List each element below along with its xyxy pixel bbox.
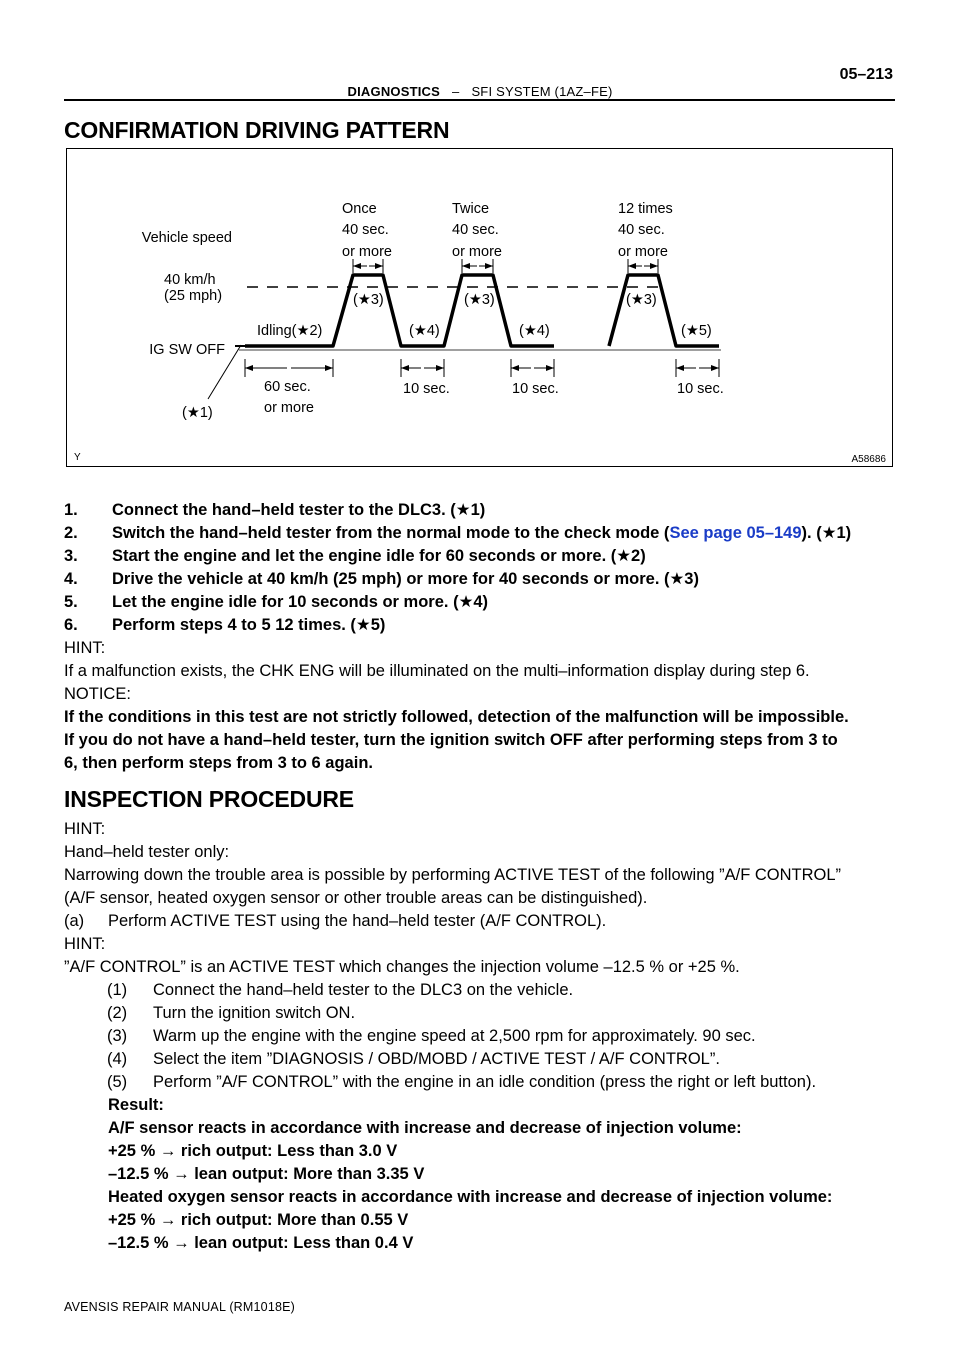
- driving-pattern-diagram: [67, 149, 894, 468]
- substep-number: (5): [107, 1073, 128, 1091]
- inspection-body: [64, 818, 904, 1255]
- label-star3-b: (★3): [464, 292, 495, 308]
- step-text: Perform steps 4 to 5 12 times. (★5): [112, 616, 386, 634]
- label-12times-1: 12 times: [618, 201, 673, 217]
- label-twice-3: or more: [452, 244, 502, 260]
- substep-number: (4): [107, 1050, 128, 1068]
- result-line-2: +25 % → rich output: Less than 3.0 V: [108, 1142, 398, 1160]
- substep-2: [64, 1002, 904, 1025]
- step-number: 1.: [64, 501, 78, 519]
- hint1-line-3: (A/F sensor, heated oxygen sensor or other trouble areas can be distinguished).: [64, 889, 648, 907]
- label-star4-b: (★4): [519, 323, 550, 339]
- substep-number: (1): [107, 981, 128, 999]
- label-star5: (★5): [681, 323, 712, 339]
- hint1-line-2: Narrowing down the trouble area is possible by performing ACTIVE TEST of the following ”A/F CONTROL”: [64, 866, 842, 884]
- running-head-title: [0, 84, 960, 99]
- step-3: [64, 545, 904, 568]
- step-4: [64, 568, 904, 591]
- label-speed-kmh: 40 km/h: [164, 272, 216, 288]
- step-text: Let the engine idle for 10 seconds or more. (★4): [112, 593, 489, 611]
- see-page-link[interactable]: See page 05–149: [669, 524, 802, 542]
- running-head: [0, 66, 960, 104]
- step-5: [64, 591, 904, 614]
- hint-text: If a malfunction exists, the CHK ENG will be illuminated on the multi–information display during step 6.: [64, 662, 810, 680]
- figure-code-left: Y: [74, 452, 81, 463]
- hint2-label: HINT:: [64, 935, 106, 953]
- substep-5: [64, 1071, 904, 1094]
- result-line-6: –12.5 % → lean output: Less than 0.4 V: [108, 1234, 414, 1252]
- footer: AVENSIS REPAIR MANUAL (RM1018E): [64, 1300, 296, 1314]
- label-star1: (★1): [182, 405, 213, 421]
- header-dash: –: [452, 84, 460, 99]
- label-star3-a: (★3): [353, 292, 384, 308]
- label-once-2: 40 sec.: [342, 222, 389, 238]
- substep-text: Perform ”A/F CONTROL” with the engine in an idle condition (press the right or left button).: [153, 1073, 817, 1091]
- label-10sec-a: 10 sec.: [403, 381, 450, 397]
- substep-text: Warm up the engine with the engine speed at 2,500 rpm for approximately. 90 sec.: [153, 1027, 756, 1045]
- step-text: Drive the vehicle at 40 km/h (25 mph) or more for 40 seconds or more. (★3): [112, 570, 699, 588]
- subsection-name: SFI SYSTEM (1AZ–FE): [471, 84, 613, 99]
- dim-10sec-a: [401, 359, 444, 377]
- dim-once: [353, 259, 383, 273]
- label-ig-sw-off: IG SW OFF: [149, 342, 225, 358]
- result-line-5: +25 % → rich output: More than 0.55 V: [108, 1211, 409, 1229]
- hint1-line-1: Hand–held tester only:: [64, 843, 230, 861]
- label-speed-mph: (25 mph): [164, 288, 223, 304]
- step-number: 3.: [64, 547, 78, 565]
- confirmation-body: [64, 499, 904, 775]
- step-text-before: Switch the hand–held tester from the normal mode to the check mode (: [112, 524, 670, 542]
- dim-12times: [628, 259, 658, 273]
- step-number: 6.: [64, 616, 78, 634]
- notice-line-3: 6, then perform steps from 3 to 6 again.: [64, 754, 373, 772]
- substep-3: [64, 1025, 904, 1048]
- label-once-3: or more: [342, 244, 392, 260]
- label-12times-3: or more: [618, 244, 668, 260]
- step-number: 4.: [64, 570, 78, 588]
- page-number: 05–213: [839, 66, 893, 83]
- item-a-text: Perform ACTIVE TEST using the hand–held tester (A/F CONTROL).: [108, 912, 607, 930]
- inspection-heading: INSPECTION PROCEDURE: [64, 786, 354, 812]
- label-idling: Idling(★2): [257, 323, 323, 339]
- step-text: Connect the hand–held tester to the DLC3. (★1): [112, 501, 486, 519]
- result-label: Result:: [108, 1096, 164, 1114]
- label-idle-time-1: 60 sec.: [264, 379, 311, 395]
- dim-10sec-b: [511, 359, 554, 377]
- substep-1: [64, 979, 904, 1002]
- substep-text: Select the item ”DIAGNOSIS / OBD/MOBD / ACTIVE TEST / A/F CONTROL”.: [153, 1050, 720, 1068]
- substep-text: Turn the ignition switch ON.: [153, 1004, 356, 1022]
- header-rule: [64, 99, 895, 101]
- dim-10sec-c: [676, 359, 719, 377]
- confirmation-heading: CONFIRMATION DRIVING PATTERN: [64, 117, 450, 143]
- substep-text: Connect the hand–held tester to the DLC3 on the vehicle.: [153, 981, 574, 999]
- step-1: [64, 499, 904, 522]
- step-2: [64, 522, 904, 545]
- driving-pattern-figure: [66, 148, 893, 467]
- step-number: 5.: [64, 593, 78, 611]
- result-line-4: Heated oxygen sensor reacts in accordance with increase and decrease of injection volume:: [108, 1188, 833, 1206]
- label-star3-c: (★3): [626, 292, 657, 308]
- label-star4-a: (★4): [409, 323, 440, 339]
- item-a: [64, 910, 904, 933]
- step-number: 2.: [64, 524, 78, 542]
- notice-line-1: If the conditions in this test are not strictly followed, detection of the malfunction will be impossible.: [64, 708, 849, 726]
- label-idle-time-2: or more: [264, 400, 314, 416]
- substep-number: (2): [107, 1004, 128, 1022]
- substep-4: [64, 1048, 904, 1071]
- label-once-1: Once: [342, 201, 377, 217]
- dim-twice: [462, 259, 493, 273]
- figure-code: A58686: [851, 454, 886, 465]
- step-text-after: ). (★1): [801, 524, 852, 542]
- hint1-label: HINT:: [64, 820, 106, 838]
- dim-60sec: [245, 359, 333, 377]
- label-10sec-b: 10 sec.: [512, 381, 559, 397]
- label-vehicle-speed: Vehicle speed: [141, 230, 232, 246]
- result-line-3: –12.5 % → lean output: More than 3.35 V: [108, 1165, 425, 1183]
- item-a-label: (a): [64, 912, 85, 930]
- hint2-text: ”A/F CONTROL” is an ACTIVE TEST which changes the injection volume –12.5 % or +25 %.: [64, 958, 740, 976]
- result-line-1: A/F sensor reacts in accordance with increase and decrease of injection volume:: [108, 1119, 742, 1137]
- step-6: [64, 614, 904, 637]
- label-twice-2: 40 sec.: [452, 222, 499, 238]
- label-12times-2: 40 sec.: [618, 222, 665, 238]
- label-10sec-c: 10 sec.: [677, 381, 724, 397]
- label-twice-1: Twice: [452, 201, 490, 217]
- substep-number: (3): [107, 1027, 128, 1045]
- notice-line-2: If you do not have a hand–held tester, turn the ignition switch OFF after performing steps from 3 to: [64, 731, 838, 749]
- hint-label: HINT:: [64, 639, 106, 657]
- notice-label: NOTICE:: [64, 685, 131, 703]
- section-name: DIAGNOSTICS: [347, 84, 440, 99]
- step-text: Start the engine and let the engine idle for 60 seconds or more. (★2): [112, 547, 646, 565]
